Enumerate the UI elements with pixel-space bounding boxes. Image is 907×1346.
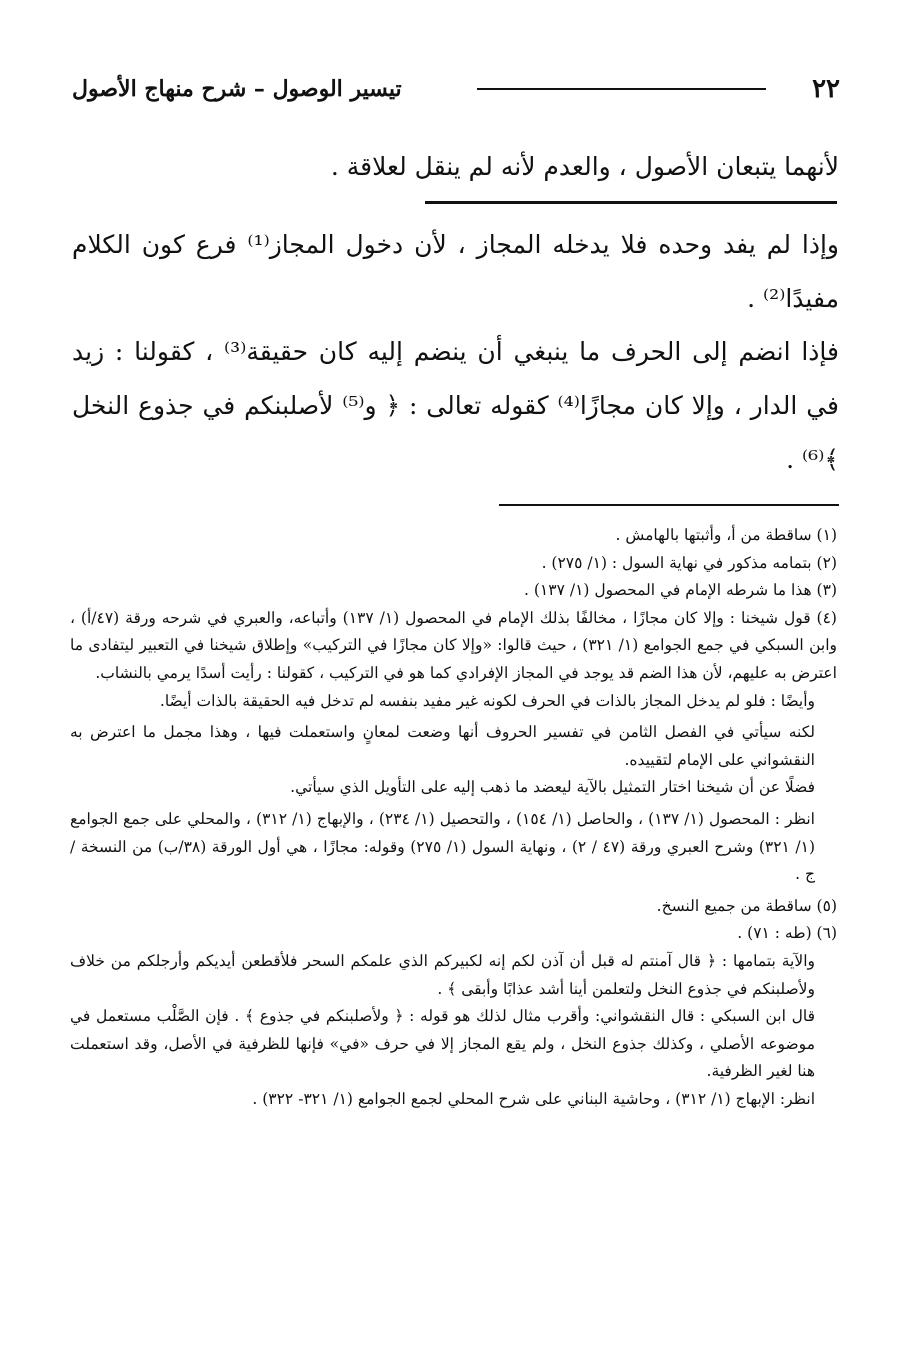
body-paragraph-2: وإذا لم يفد وحده فلا يدخله المجاز ، لأن دخول المجاز⁽¹⁾ فرع كون الكلام مفيدًا⁽²⁾ . bbox=[72, 230, 839, 313]
section-divider bbox=[425, 201, 837, 204]
body-paragraph-3: فإذا انضم إلى الحرف ما ينبغي أن ينضم إليه كان حقيقة⁽³⁾ ، كقولنا : زيد في الدار ، وإلا كان مجازًا⁽⁴⁾ كقوله تعالى : ﴿ و⁽⁵⁾ لأصلبنكم في جذوع النخل ﴾⁽⁶⁾ . bbox=[72, 337, 839, 474]
footnote-2: (٢) بتمامه مذكور في نهاية السول : (١/ ٢٧٥) . bbox=[541, 553, 837, 572]
footnote-1: (١) ساقطة من أ، وأثبتها بالهامش . bbox=[615, 526, 837, 544]
page-header bbox=[72, 66, 840, 112]
footnote-6-quote: قال ابن السبكي : قال النقشواني: وأقرب مثال لذلك هو قوله : ﴿ ولأصلبنكم في جذوع ﴾ . فإن الصَّلْب مستعمل في موضوعه الأصلي ، وكذلك جذوع النخل ، ولم يقع المجاز إلا في حرف «في» فإنها للظرفية في الأصل، وقد استعملت هنا لغير الظرفية. bbox=[70, 1007, 815, 1081]
footnote-5: (٥) ساقطة من جميع النسخ. bbox=[656, 896, 837, 915]
footnote-6: (٦) (طه : ٧١) . bbox=[737, 924, 837, 943]
footnote-3: (٣) هذا ما شرطه الإمام في المحصول (١/ ١٣٧) . bbox=[524, 581, 837, 600]
footnote-4-para-4: فضلًا عن أن شيخنا اختار التمثيل بالآية ليعضد ما ذهب إليه على التأويل الذي سيأتي. bbox=[290, 778, 815, 797]
footnotes bbox=[70, 522, 837, 1113]
footnote-6-references: انظر: الإبهاج (١/ ٣١٢) ، وحاشية البناني على شرح المحلي لجمع الجوامع (١/ ٣٢١- ٣٢٢) . bbox=[252, 1089, 815, 1108]
page-number: ٢٢ bbox=[812, 74, 840, 104]
running-title: تيسير الوصول – شرح منهاج الأصول bbox=[72, 76, 402, 102]
footnote-rule bbox=[499, 504, 839, 506]
header-rule bbox=[477, 88, 766, 90]
footnote-4-para-2: وأيضًا : فلو لم يدخل المجاز بالذات في الحرف لكونه غير مفيد بنفسه لم تدخل فيه الحقيقة بالذات أيضًا. bbox=[159, 691, 815, 710]
footnote-6-verse: والآية بتمامها : ﴿ قال آمنتم له قبل أن آذن لكم إنه لكبيركم الذي علمكم السحر فلأقطعن أيديكم وأرجلكم من خلاف ولأصلبنكم في جذوع النخل ولتعلمن أينا أشد عذابًا وأبقى ﴾ . bbox=[70, 951, 815, 998]
footnote-4: (٤) قول شيخنا : وإلا كان مجازًا ، مخالفًا بذلك الإمام في المحصول (١/ ١٣٧) وأتباعه، والعبري في شرحه ورقة (٤٧/أ) ، وابن السبكي في جمع الجوامع (١/ ٣٢١) ، حيث قالوا: «وإلا كان مجازًا في التركيب» وإطلاق شيخنا في التعبير ليتفادى ما اعترض به عليهم، لأن هذا الضم قد يوجد في المجاز الإفرادي كما هو في التركيب ، كقولنا : رأيت أسدًا يرمي بالنشاب. bbox=[70, 608, 837, 682]
body-paragraph-1: لأنهما يتبعان الأصول ، والعدم لأنه لم ينقل لعلاقة . bbox=[330, 152, 839, 181]
footnote-4-references: انظر : المحصول (١/ ١٣٧) ، والحاصل (١/ ١٥٤) ، والتحصيل (١/ ٢٣٤) ، والإبهاج (١/ ٣١٢) ، والمحلي على جمع الجوامع (١/ ٣٢١) وشرح العبري ورقة (٤٧ / ٢) ، ونهاية السول (١/ ٢٧٥) وقوله: مجازًا ، هي أول الورقة (٣٨/ب) من النسخة / ج . bbox=[70, 809, 816, 884]
footnote-4-para-3: لكنه سيأتي في الفصل الثامن في تفسير الحروف أنها وضعت لمعانٍ واستعملت فيها ، وهذا مجمل ما اعترض به النقشواني على الإمام لتقييده. bbox=[70, 723, 815, 769]
